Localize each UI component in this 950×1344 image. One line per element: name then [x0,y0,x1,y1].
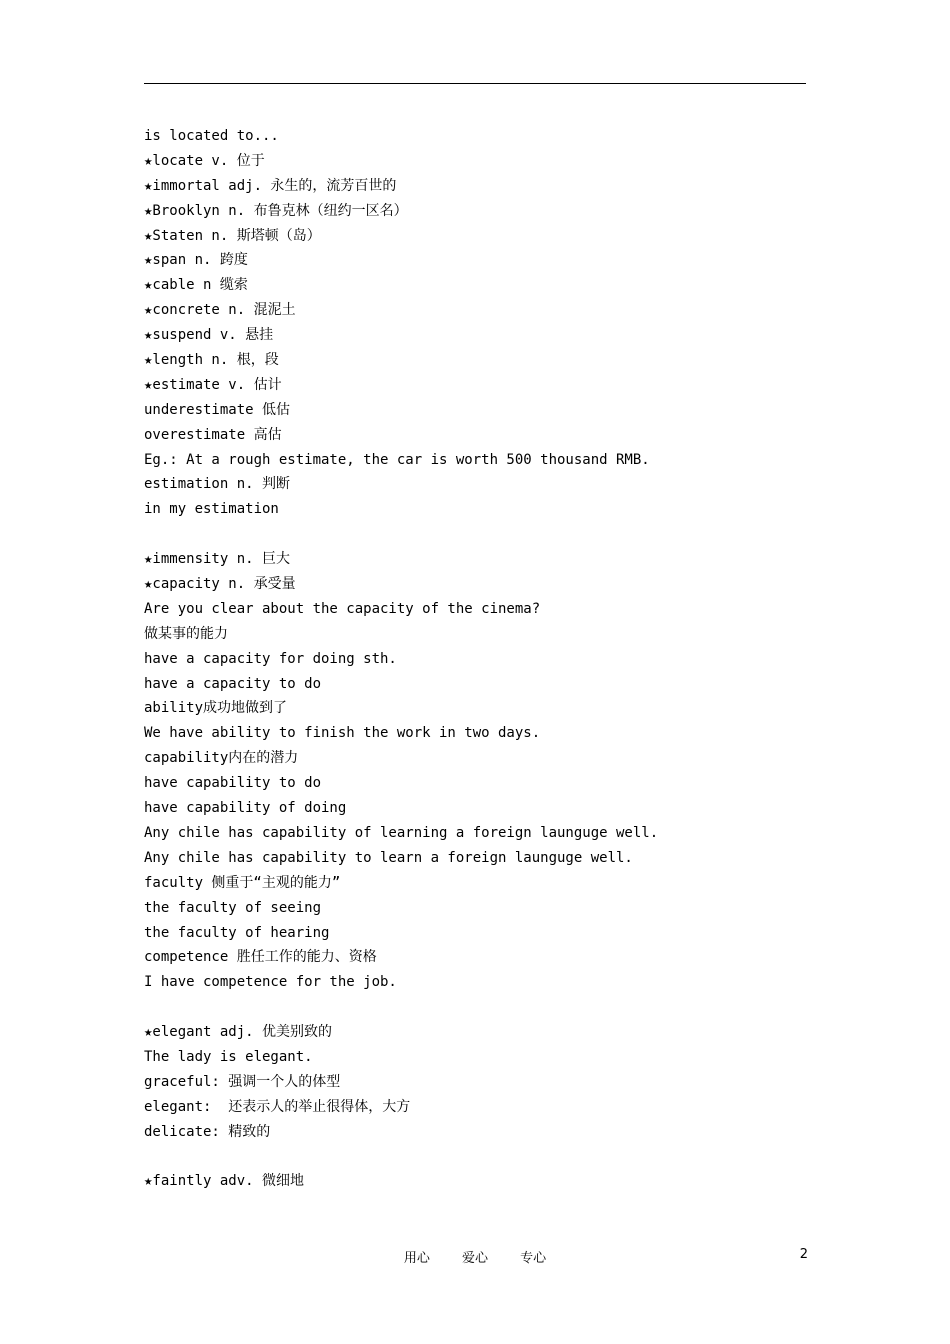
text-line: is located to... [144,128,279,144]
text-line: graceful: 强调一个人的体型 [144,1073,341,1090]
text-line: ★span n. 跨度 [144,252,248,269]
page-number: 2 [799,1247,808,1262]
text-line: ★Staten n. 斯塔顿（岛） [144,227,321,244]
text-line: have a capacity to do [144,675,322,692]
blank-line [144,1145,806,1170]
text-line: competence 胜任工作的能力、资格 [144,949,377,966]
blank-line [144,995,806,1020]
text-line: estimation n. 判断 [144,476,291,493]
text-line: in my estimation [144,501,279,518]
text-line: ★suspend v. 悬挂 [144,327,274,344]
document-body [144,124,806,1194]
text-line: ★length n. 根，段 [144,352,279,369]
text-line: The lady is elegant. [144,1048,313,1065]
text-line: capability内在的潜力 [144,750,299,767]
text-line: Any chile has capability to learn a foreign launguge well. [144,849,633,866]
text-line: ★estimate v. 估计 [144,376,282,393]
text-line: underestimate 低估 [144,401,291,418]
text-line: Any chile has capability of learning a foreign launguge well. [144,824,659,841]
text-line: ★locate v. 位于 [144,152,265,169]
blank-line [144,522,806,547]
footer-motto-word: 用心 [403,1251,430,1266]
text-line: I have competence for the job. [144,974,397,991]
text-line: ★immensity n. 巨大 [144,551,291,568]
text-line: Eg.: At a rough estimate, the car is worth 500 thousand RMB. [144,451,650,468]
text-line: ★cable n 缆索 [144,277,248,294]
text-line: have capability of doing [144,800,347,817]
text-line: 做某事的能力 [144,625,228,642]
text-line: elegant: 还表示人的举止很得体，大方 [144,1098,411,1115]
text-line: ★elegant adj. 优美别致的 [144,1024,333,1041]
text-line: Are you clear about the capacity of the cinema? [144,600,541,617]
text-line: ★capacity n. 承受量 [144,576,296,593]
text-line: ★Brooklyn n. 布鲁克林（纽约一区名） [144,202,408,219]
text-line: the faculty of seeing [144,899,322,916]
text-line: ★faintly adv. 微细地 [144,1173,305,1190]
text-line: We have ability to finish the work in two days. [144,725,541,742]
text-line: faculty 侧重于“主观的能力” [144,874,341,891]
footer-motto-word: 爱心 [461,1251,488,1266]
footer-motto-word: 专心 [520,1251,547,1266]
text-line: overestimate 高估 [144,426,282,443]
text-line: ★concrete n. 混泥土 [144,302,296,319]
header-rule [144,83,806,84]
text-line: delicate: 精致的 [144,1123,271,1140]
text-line: ability成功地做到了 [144,700,288,717]
text-line: ★immortal adj. 永生的，流芳百世的 [144,177,397,194]
text-line: have capability to do [144,775,322,792]
text-line: have a capacity for doing sth. [144,650,397,667]
text-line: the faculty of hearing [144,924,330,941]
